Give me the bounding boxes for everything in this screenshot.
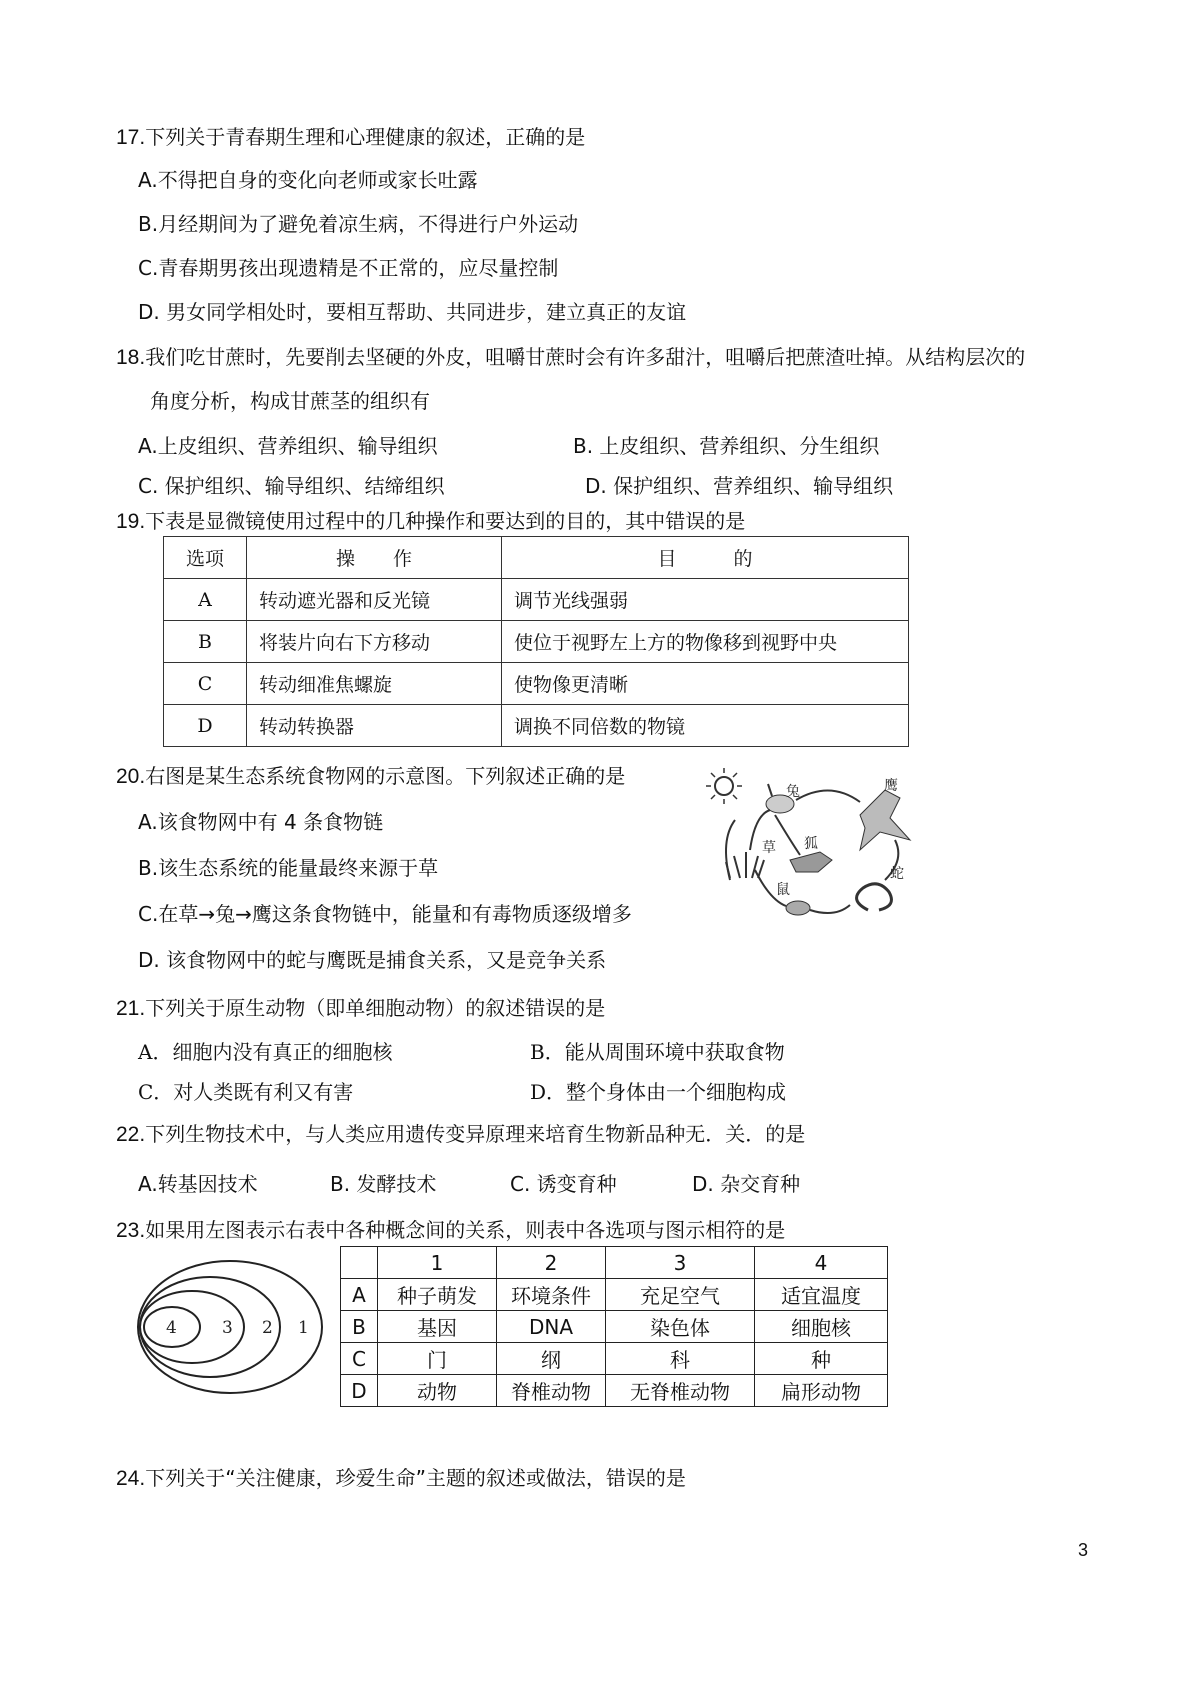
table-cell: 科 [606, 1343, 755, 1375]
table-row [341, 1375, 888, 1407]
page-number: 3 [1078, 1540, 1089, 1560]
table-cell: 使物像更清晰 [502, 663, 909, 705]
nested-ellipse-diagram [130, 1252, 330, 1402]
question-24 [116, 1462, 686, 1491]
question-stem: 下列关于“关注健康，珍爱生命”主题的叙述或做法，错误的是 [145, 1466, 686, 1490]
table-row [164, 621, 909, 663]
figure-label: 狐 [804, 836, 818, 852]
question-stem: 下列生物技术中，与人类应用遗传变异原理来培育生物新品种无．关．的是 [145, 1122, 806, 1146]
microscope-table [163, 536, 909, 747]
figure-label: 兔 [786, 784, 800, 800]
option-a: A．细胞内没有真正的细胞核 [138, 1040, 393, 1064]
table-cell: 动物 [378, 1375, 497, 1407]
diagram-label: 3 [222, 1318, 233, 1338]
table-row [164, 579, 909, 621]
table-header: 2 [497, 1247, 606, 1279]
question-stem: 右图是某生态系统食物网的示意图。下列叙述正确的是 [145, 764, 626, 788]
mouse-icon [786, 901, 810, 915]
figure-label: 鼠 [776, 882, 790, 898]
table-cell: B [164, 621, 247, 663]
table-cell: D [341, 1375, 378, 1407]
table-cell: C [164, 663, 247, 705]
diagram-label: 2 [262, 1318, 273, 1338]
question-stem: 我们吃甘蔗时，先要削去坚硬的外皮，咀嚼甘蔗时会有许多甜汁，咀嚼后把蔗渣吐掉。从结构层次的 [145, 345, 1026, 369]
table-cell: 扁形动物 [755, 1375, 888, 1407]
table-cell: 染色体 [606, 1311, 755, 1343]
question-number: 20. [116, 765, 146, 788]
table-cell: 将装片向右下方移动 [247, 621, 502, 663]
question-18 [116, 341, 1025, 370]
option-d: D. 男女同学相处时，要相互帮助、共同进步，建立真正的友谊 [138, 300, 687, 324]
option-c: C.青春期男孩出现遗精是不正常的，应尽量控制 [138, 256, 559, 280]
question-number: 22. [116, 1123, 146, 1146]
table-row [341, 1311, 888, 1343]
table-cell: 基因 [378, 1311, 497, 1343]
eagle-icon [860, 790, 910, 850]
concept-table [340, 1246, 888, 1407]
table-header: 1 [378, 1247, 497, 1279]
food-web-figure [700, 760, 920, 930]
snake-icon [857, 884, 892, 910]
table-header: 操 作 [247, 537, 502, 579]
option-c: C.在草→兔→鹰这条食物链中，能量和有毒物质逐级增多 [138, 902, 632, 926]
table-row [341, 1279, 888, 1311]
table-cell: 充足空气 [606, 1279, 755, 1311]
question-21 [116, 992, 605, 1021]
table-cell: 门 [378, 1343, 497, 1375]
option-b: B．能从周围环境中获取食物 [530, 1040, 785, 1064]
option-c: C．对人类既有利又有害 [138, 1080, 354, 1104]
option-c: C. 诱变育种 [510, 1172, 617, 1196]
table-cell: 纲 [497, 1343, 606, 1375]
table-cell: 转动细准焦螺旋 [247, 663, 502, 705]
table-row [164, 663, 909, 705]
table-cell: 使位于视野左上方的物像移到视野中央 [502, 621, 909, 663]
question-17 [116, 121, 585, 150]
question-number: 23. [116, 1219, 146, 1242]
option-d: D. 杂交育种 [692, 1172, 801, 1196]
question-number: 17. [116, 126, 146, 149]
table-cell: B [341, 1311, 378, 1343]
question-number: 18. [116, 346, 146, 369]
table-cell: 调节光线强弱 [502, 579, 909, 621]
option-b: B. 发酵技术 [330, 1172, 437, 1196]
table-header: 3 [606, 1247, 755, 1279]
question-stem: 如果用左图表示右表中各种概念间的关系，则表中各选项与图示相符的是 [145, 1218, 786, 1242]
question-stem: 下列关于青春期生理和心理健康的叙述，正确的是 [145, 125, 586, 149]
option-b: B.该生态系统的能量最终来源于草 [138, 856, 439, 880]
question-20 [116, 760, 625, 789]
table-header-row [341, 1247, 888, 1279]
question-number: 19. [116, 510, 146, 533]
option-a: A.不得把自身的变化向老师或家长吐露 [138, 168, 478, 192]
diagram-label: 4 [166, 1318, 177, 1338]
table-cell: 脊椎动物 [497, 1375, 606, 1407]
table-row [164, 705, 909, 747]
option-c: C. 保护组织、输导组织、结缔组织 [138, 474, 445, 498]
table-cell: 细胞核 [755, 1311, 888, 1343]
table-header-row [164, 537, 909, 579]
table-cell: A [341, 1279, 378, 1311]
table-row [341, 1343, 888, 1375]
option-d: D. 该食物网中的蛇与鹰既是捕食关系，又是竞争关系 [138, 948, 607, 972]
question-stem: 下列关于原生动物（即单细胞动物）的叙述错误的是 [145, 996, 606, 1020]
table-header: 选项 [164, 537, 247, 579]
option-a: A.上皮组织、营养组织、输导组织 [138, 434, 438, 458]
option-a: A.转基因技术 [138, 1172, 258, 1196]
table-cell: D [164, 705, 247, 747]
question-22 [116, 1118, 805, 1147]
fox-icon [790, 852, 832, 872]
table-cell: 适宜温度 [755, 1279, 888, 1311]
table-header: 4 [755, 1247, 888, 1279]
table-cell: DNA [497, 1311, 606, 1343]
ellipse-2 [140, 1277, 280, 1377]
table-header: 目 的 [502, 537, 909, 579]
table-header [341, 1247, 378, 1279]
diagram-label: 1 [298, 1318, 309, 1338]
question-stem: 下表是显微镜使用过程中的几种操作和要达到的目的，其中错误的是 [145, 509, 746, 533]
grass-icon [726, 852, 764, 878]
question-19 [116, 505, 745, 534]
figure-label: 草 [762, 840, 776, 856]
table-cell: 调换不同倍数的物镜 [502, 705, 909, 747]
option-a: A.该食物网中有 4 条食物链 [138, 810, 384, 834]
question-23 [116, 1214, 785, 1243]
table-cell: C [341, 1343, 378, 1375]
table-cell: A [164, 579, 247, 621]
table-cell: 种 [755, 1343, 888, 1375]
question-number: 24. [116, 1467, 146, 1490]
figure-label: 鹰 [884, 778, 898, 794]
question-stem-continued: 角度分析，构成甘蔗茎的组织有 [150, 389, 430, 413]
figure-label: 蛇 [890, 866, 904, 882]
table-cell: 转动转换器 [247, 705, 502, 747]
question-number: 21. [116, 997, 146, 1020]
table-cell: 种子萌发 [378, 1279, 497, 1311]
option-d: D．整个身体由一个细胞构成 [530, 1080, 787, 1104]
option-d: D. 保护组织、营养组织、输导组织 [585, 474, 894, 498]
option-b: B. 上皮组织、营养组织、分生组织 [573, 434, 880, 458]
option-b: B.月经期间为了避免着凉生病，不得进行户外运动 [138, 212, 579, 236]
table-cell: 转动遮光器和反光镜 [247, 579, 502, 621]
table-cell: 无脊椎动物 [606, 1375, 755, 1407]
table-cell: 环境条件 [497, 1279, 606, 1311]
sun-icon [706, 768, 742, 804]
